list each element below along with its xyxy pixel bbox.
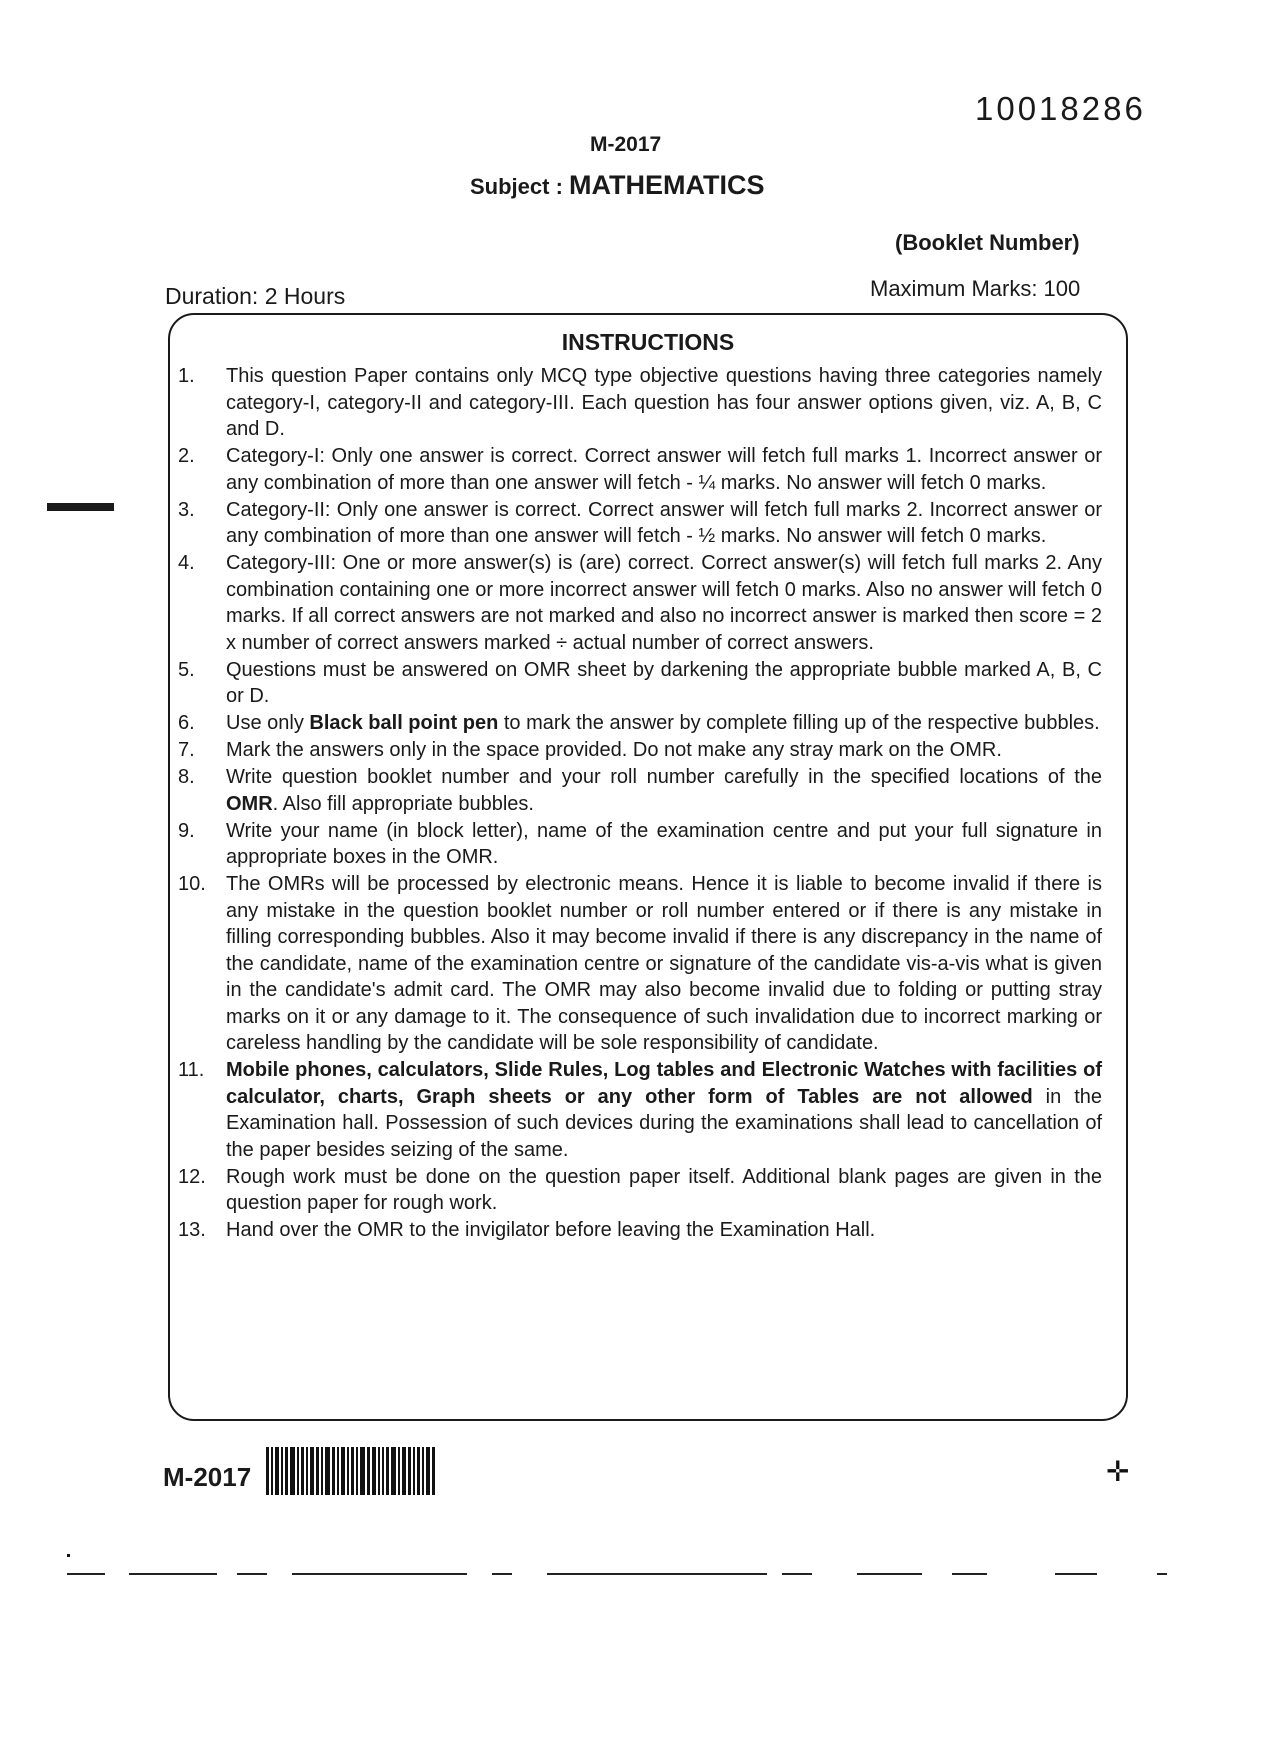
text-run: . Also fill appropriate bubbles. <box>272 792 534 815</box>
instruction-text: Questions must be answered on OMR sheet by darkening the appropriate bubble marked A, B, C or D. <box>226 658 1102 707</box>
instruction-text: Hand over the OMR to the invigilator before leaving the Examination Hall. <box>226 1219 876 1241</box>
dot-mark <box>67 1554 70 1557</box>
barcode-bar <box>391 1447 396 1495</box>
instruction-text: Write your name (in block letter), name of the examination centre and put your full signature in appropriate boxes in the OMR. <box>226 819 1102 868</box>
barcode-bar <box>432 1447 435 1495</box>
instruction-item <box>170 550 1126 656</box>
instructions-list <box>170 363 1126 1244</box>
instruction-number: 12. <box>178 1165 206 1188</box>
crosshair-registration-icon: ✛ <box>1106 1456 1130 1487</box>
instruction-item <box>170 1164 1126 1217</box>
instruction-text: Category-I: Only one answer is correct. Correct answer will fetch full marks 1. Incorrect answer or any combination of more than one answer will fetch - ¼ marks. No answer will fetch 0 marks. <box>226 445 1102 494</box>
barcode-bar <box>356 1447 358 1495</box>
barcode-bar <box>417 1447 420 1495</box>
instruction-number: 3. <box>178 498 195 521</box>
instruction-item <box>170 737 1126 764</box>
bold-text-run: Black ball point pen <box>309 712 499 734</box>
instruction-item <box>170 1057 1126 1163</box>
instruction-item <box>170 871 1126 1057</box>
barcode-bar <box>290 1447 295 1495</box>
barcode-bar <box>306 1447 308 1495</box>
instruction-item <box>170 363 1126 443</box>
barcode <box>266 1447 437 1495</box>
barcode-bar <box>281 1447 283 1495</box>
barcode-bar <box>347 1447 349 1495</box>
instruction-text: Category-III: One or more answer(s) is (are) correct. Correct answer(s) will fetch full marks 2. Any combination containing one or more incorrect answer will fetch 0 marks. Also no answer will fetch 0 marks. If all correct answers are not marked and also no incorrect answer is marked then score = 2 x number of correct answers marked ÷ actual number of correct answers. <box>226 552 1102 654</box>
instruction-text: Category-II: Only one answer is correct. Correct answer will fetch full marks 2. Incorrect answer or any combination of more than one answer will fetch - ½ marks. No answer will fetch 0 marks. <box>226 498 1102 547</box>
barcode-bar <box>325 1447 330 1495</box>
barcode-bar <box>332 1447 335 1495</box>
instruction-text: This question Paper contains only MCQ type objective questions having three categories namely category-I, category-II and category-III. Each question has four answer options given, viz. A, B, C and D. <box>226 365 1102 440</box>
text-run: to mark the answer by complete filling up of the respective bubbles. <box>498 712 1100 734</box>
barcode-bar <box>372 1447 376 1495</box>
maximum-marks: Maximum Marks: 100 <box>870 276 1081 301</box>
barcode-bar <box>321 1447 323 1495</box>
instruction-number: 6. <box>178 712 195 734</box>
barcode-bar <box>413 1447 415 1495</box>
barcode-bar <box>316 1447 319 1495</box>
instruction-item <box>170 1217 1126 1244</box>
footer-paper-code: M-2017 <box>163 1462 252 1492</box>
instruction-number: 5. <box>178 658 195 681</box>
barcode-bar <box>271 1447 273 1495</box>
barcode-bar <box>297 1447 299 1495</box>
barcode-bar <box>367 1447 370 1495</box>
booklet-serial-number: 10018286 <box>975 90 1146 127</box>
instruction-number: 1. <box>178 365 195 387</box>
barcode-bar <box>378 1447 380 1495</box>
instruction-text: Mark the answers only in the space provided. Do not make any stray mark on the OMR. <box>226 739 1002 761</box>
instruction-item <box>170 497 1126 550</box>
duration: Duration: 2 Hours <box>165 283 346 309</box>
barcode-bar <box>408 1447 411 1495</box>
instruction-text <box>226 710 1126 737</box>
text-run: Use only <box>226 712 310 734</box>
barcode-bar <box>310 1447 314 1495</box>
instruction-number: 10. <box>178 873 206 895</box>
instruction-number: 7. <box>178 739 195 761</box>
text-run: Write question booklet number and your roll number carefully in the specified locations of the <box>226 766 1102 788</box>
subject-name: MATHEMATICS <box>569 170 765 200</box>
booklet-number-label: (Booklet Number) <box>895 230 1080 255</box>
barcode-bar <box>275 1447 279 1495</box>
barcode-bar <box>398 1447 400 1495</box>
instruction-item <box>170 764 1126 817</box>
instruction-item <box>170 818 1126 871</box>
bold-text-run: OMR <box>226 792 273 815</box>
instructions-box <box>168 313 1128 1421</box>
subject-label: Subject : <box>470 174 563 199</box>
instruction-item <box>170 657 1126 710</box>
side-registration-mark <box>47 503 114 511</box>
barcode-bar <box>360 1447 365 1495</box>
barcode-bar <box>351 1447 354 1495</box>
instruction-number: 2. <box>178 445 195 467</box>
barcode-bar <box>341 1447 345 1495</box>
instruction-text <box>226 1057 1126 1163</box>
instruction-number: 8. <box>178 766 195 788</box>
cut-line <box>67 1572 1177 1576</box>
paper-code: M-2017 <box>590 133 662 156</box>
barcode-bar <box>266 1447 269 1495</box>
instruction-text: The OMRs will be processed by electronic means. Hence it is liable to become invalid if there is any mistake in the question booklet number or roll number entered or if there is any mistake in filling corresponding bubbles. Also it may become invalid if there is any discrepancy in the name of the candidate, name of the examination centre or signature of the candidate vis-a-vis what is given in the candidate's admit card. The OMR may also become invalid due to folding or putting stray marks on it or any damage to it. The consequence of such invalidation due to incorrect marking or careless handling by the candidate will be sole responsibility of candidate. <box>226 873 1102 1054</box>
bold-text-run: Mobile phones, calculators, Slide Rules, Log tables and Electronic Watches with facilities of calculator, charts, Graph sheets or any other form of Tables are not allowed <box>226 1059 1102 1108</box>
instruction-item <box>170 443 1126 496</box>
instruction-item <box>170 710 1126 737</box>
barcode-bar <box>426 1447 430 1495</box>
instruction-text <box>226 764 1126 817</box>
barcode-bar <box>422 1447 424 1495</box>
barcode-bar <box>382 1447 384 1495</box>
text-run: in the Examination hall. Possession of such devices during the examinations shall lead to cancellation of the paper besides seizing of the same. <box>226 1085 1102 1161</box>
instruction-number: 9. <box>178 819 195 842</box>
subject-line <box>470 170 765 201</box>
barcode-bar <box>337 1447 339 1495</box>
barcode-bar <box>285 1447 288 1495</box>
barcode-bar <box>402 1447 406 1495</box>
barcode-bar <box>386 1447 389 1495</box>
instruction-text: Rough work must be done on the question paper itself. Additional blank pages are given in the question paper for rough work. <box>226 1165 1102 1214</box>
instructions-heading: INSTRUCTIONS <box>561 329 735 355</box>
instruction-number: 13. <box>178 1219 206 1241</box>
instruction-number: 4. <box>178 552 195 574</box>
barcode-bar <box>301 1447 304 1495</box>
instruction-number: 11. <box>178 1059 205 1081</box>
